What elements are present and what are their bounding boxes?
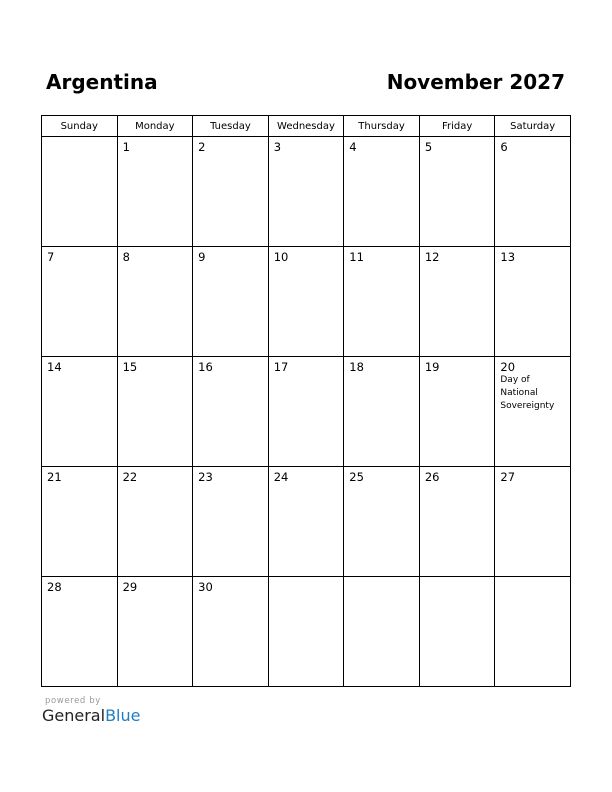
day-number: 18	[349, 360, 364, 374]
day-number: 3	[273, 140, 282, 154]
weekday-header-row	[42, 116, 571, 137]
day-number: 16	[198, 360, 213, 374]
day-number: 1	[122, 140, 130, 154]
day-cell	[117, 247, 193, 357]
day-number: 24	[273, 470, 289, 484]
day-number: 2	[198, 140, 206, 154]
holiday-label-line: Sovereignty	[500, 401, 555, 411]
weekday-saturday: Saturday	[495, 116, 571, 137]
day-cell	[419, 467, 495, 577]
day-cell	[419, 577, 495, 687]
powered-by-text: powered by	[45, 696, 101, 706]
day-cell	[42, 467, 118, 577]
weekday-tuesday: Tuesday	[193, 116, 269, 137]
day-cell	[193, 247, 269, 357]
day-cell	[42, 247, 118, 357]
day-cell	[344, 247, 420, 357]
day-cell	[42, 357, 118, 467]
day-number: 13	[500, 250, 516, 264]
day-number: 26	[424, 470, 440, 484]
week-row-1	[42, 137, 571, 247]
day-cell	[193, 357, 269, 467]
week-row-4	[42, 467, 571, 577]
day-cell	[495, 247, 571, 357]
day-cell	[419, 357, 495, 467]
day-number	[269, 577, 344, 580]
day-cell	[193, 577, 269, 687]
day-cell	[344, 577, 420, 687]
footer-branding	[42, 696, 140, 725]
weekday-wednesday: Wednesday	[268, 116, 344, 137]
day-number: 27	[500, 470, 516, 484]
day-number: 22	[122, 470, 138, 484]
day-number: 4	[349, 140, 357, 154]
week-row-3	[42, 357, 571, 467]
day-cell	[117, 357, 193, 467]
day-number: 6	[500, 140, 508, 154]
week-row-5	[42, 577, 571, 687]
day-number	[42, 137, 117, 140]
day-cell	[495, 577, 571, 687]
day-number	[344, 577, 419, 580]
weekday-friday: Friday	[419, 116, 495, 137]
day-cell	[268, 137, 344, 247]
day-number: 12	[424, 250, 440, 264]
day-cell	[495, 467, 571, 577]
day-cell-holiday	[495, 357, 571, 467]
day-cell	[268, 247, 344, 357]
day-cell	[193, 467, 269, 577]
holiday-label-line: Day of	[500, 375, 530, 385]
day-cell	[344, 137, 420, 247]
day-number: 25	[349, 470, 364, 484]
weekday-thursday: Thursday	[344, 116, 420, 137]
day-cell	[419, 137, 495, 247]
day-cell	[193, 137, 269, 247]
day-cell	[268, 467, 344, 577]
day-number: 30	[198, 580, 213, 594]
day-number	[420, 577, 495, 580]
day-number: 9	[198, 250, 206, 264]
day-number: 10	[273, 250, 289, 264]
day-number: 14	[47, 360, 62, 374]
day-cell	[344, 467, 420, 577]
day-number: 11	[349, 250, 364, 264]
day-number: 19	[424, 360, 440, 374]
day-number: 7	[47, 250, 55, 264]
week-row-2	[42, 247, 571, 357]
weekday-monday: Monday	[117, 116, 193, 137]
day-cell	[42, 577, 118, 687]
day-number: 28	[47, 580, 62, 594]
month-year-title: November 2027	[386, 70, 565, 94]
country-title: Argentina	[46, 70, 158, 94]
generalblue-logo	[42, 707, 140, 725]
day-cell	[117, 577, 193, 687]
day-cell	[268, 357, 344, 467]
day-cell	[344, 357, 420, 467]
holiday-label-line: National	[500, 388, 538, 398]
day-number: 29	[122, 580, 138, 594]
day-number	[495, 577, 570, 580]
logo-text-general: General	[42, 706, 106, 725]
day-number: 20	[500, 360, 516, 374]
logo-text-blue: Blue	[105, 706, 141, 725]
day-number: 23	[198, 470, 213, 484]
day-cell	[117, 137, 193, 247]
day-number: 17	[273, 360, 289, 374]
calendar-table	[41, 115, 571, 687]
day-cell	[268, 577, 344, 687]
weekday-sunday: Sunday	[42, 116, 118, 137]
day-number: 21	[47, 470, 62, 484]
day-number: 8	[122, 250, 130, 264]
day-cell	[495, 137, 571, 247]
month-calendar-grid	[41, 115, 571, 689]
day-number: 15	[122, 360, 138, 374]
day-cell	[117, 467, 193, 577]
day-cell	[419, 247, 495, 357]
calendar-header	[46, 70, 565, 100]
day-cell	[42, 137, 118, 247]
day-number: 5	[424, 140, 433, 154]
